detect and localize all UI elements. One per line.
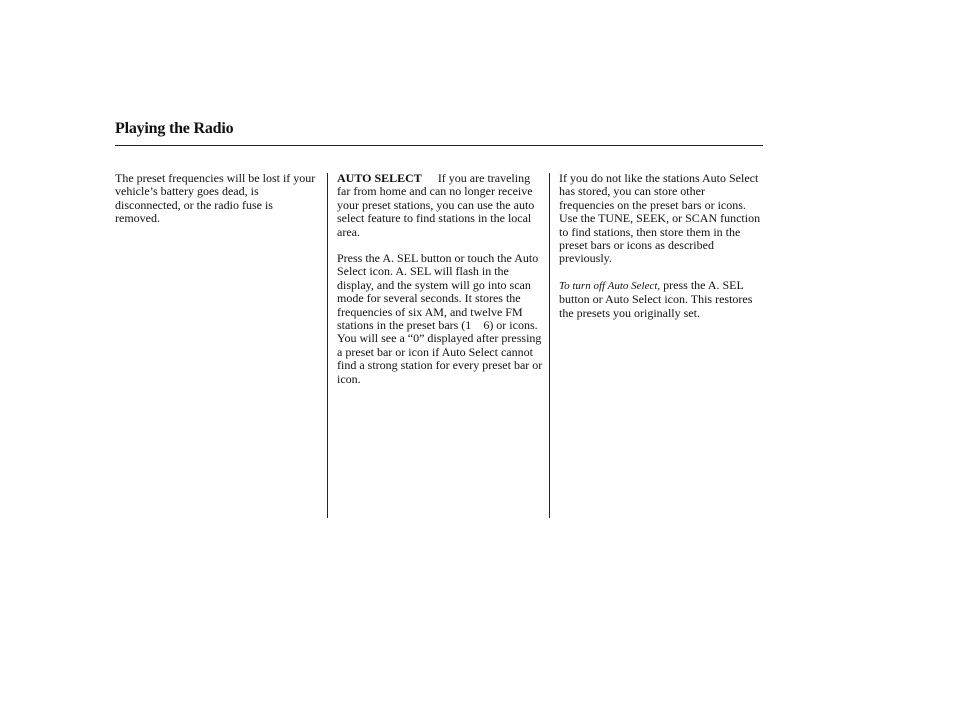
column-2 xyxy=(337,172,543,399)
column-1-paragraph-1: The preset frequencies will be lost if your vehicle’s battery goes dead, is disconnected, or the radio fuse is removed. xyxy=(115,171,316,226)
auto-select-steps-a: Press the A. SEL button or touch the Auto Select icon. A. SEL will flash in the display, and the system will go into scan mode for several seconds. It stores the frequencies of six AM, and twelve FM stations in the preset bars (1 xyxy=(337,251,539,333)
column-3-paragraph-1: If you do not like the stations Auto Select has stored, you can store other frequencies on the preset bars or icons. Use the TUNE, SEEK, or SCAN function to find stations, then store them in the preset bars or icons as described previously. xyxy=(559,171,761,266)
page-title: Playing the Radio xyxy=(115,120,234,137)
turn-off-lead: To turn off Auto Select, xyxy=(559,279,661,292)
column-2-paragraph-2 xyxy=(337,252,543,386)
auto-select-steps-b: 6) or icons. You will see a “0” displayed after pressing a preset bar or icon if Auto Select cannot find a strong station for every preset bar or icon. xyxy=(337,318,543,386)
column-3 xyxy=(559,172,763,333)
auto-select-intro: If you are traveling far from home and can no longer receive your preset stations, you can use the auto select feature to find stations in the local area. xyxy=(337,171,535,239)
column-3-paragraph-2 xyxy=(559,279,763,320)
column-2-paragraph-1 xyxy=(337,172,543,239)
title-divider xyxy=(115,145,763,146)
column-1 xyxy=(115,172,320,239)
auto-select-heading: AUTO SELECT xyxy=(337,171,422,185)
column-divider-2 xyxy=(549,173,550,518)
turn-off-instructions: press the A. SEL button or Auto Select icon. This restores the presets you originally set. xyxy=(559,277,753,320)
column-divider-1 xyxy=(327,173,328,518)
